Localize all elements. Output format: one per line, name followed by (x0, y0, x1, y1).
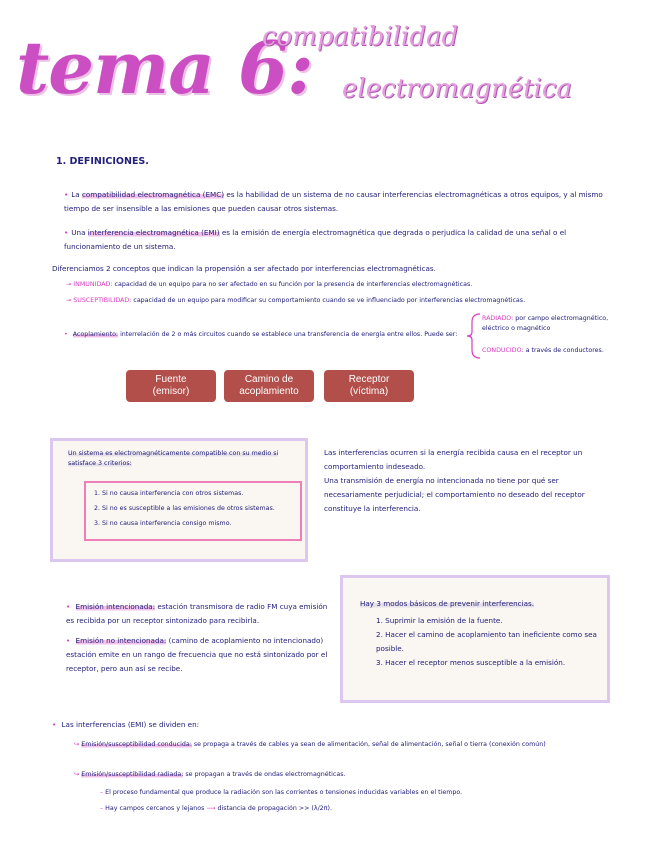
section-heading-text: 1. DEFINICIONES. (56, 156, 149, 167)
receptor-sublabel: (víctima) (349, 386, 389, 397)
criteria-item: 1. Si no causa interferencia con otros sistemas. (94, 490, 244, 497)
conducida-item (74, 738, 620, 751)
susceptibilidad-item (66, 296, 616, 306)
bullet: • (64, 228, 69, 237)
emision-int-term: Emisión intencionada: (75, 602, 156, 611)
emision-int-text: estación transmisora de radio FM cuya emisión es recibida por un receptor sintonizado para recibirla. (66, 602, 328, 625)
curved-arrow-icon: ↪ (74, 741, 80, 748)
receptor-label: Receptor (348, 374, 390, 385)
emision-intencionada (66, 600, 336, 628)
methods-item: 2. Hacer el camino de acoplamiento tan ineficiente como sea posible. (376, 630, 597, 653)
radiado-item (482, 314, 612, 334)
emi-definition: • Una interferencia electromagnética (EMI) es la emisión de energía electromagnética que degrada o perjudica la calidad de una señal o el funcionamiento de un sistema. (64, 228, 567, 251)
susceptibilidad-term: SUSCEPTIBILIDAD: (73, 297, 132, 304)
arrow-icon: → (66, 297, 72, 304)
radiada-text: se propagan a través de ondas electromagnéticas. (185, 771, 346, 778)
criteria-intro (68, 449, 296, 469)
dash-icon: – (100, 805, 104, 812)
inmunidad-text: capacidad de un equipo para no ser afectado en su función por la presencia de interferencias electromagnéticas. (114, 281, 473, 288)
emision-no-intencionada (66, 634, 336, 676)
bullet: • (64, 331, 68, 338)
bullet: • (66, 602, 71, 611)
dash-icon: – (100, 789, 104, 796)
criteria-intro-text: Un sistema es electromagnéticamente compatible con su medio si satisface 3 criterios: (68, 450, 279, 467)
long-arrow-icon: ⟶ (206, 805, 216, 812)
interference-explanation (324, 446, 614, 516)
emc-term: compatibilidad electromagnética (EMC) (81, 190, 225, 199)
methods-intro-text: Hay 3 modos básicos de prevenir interferencias. (360, 599, 535, 608)
camino-sublabel: acoplamiento (239, 386, 299, 397)
page-subtitle-line1: compatibilidad (262, 22, 459, 52)
bullet: • (64, 190, 69, 199)
conducida-text: se propaga a través de cables ya sean de alimentación, señal de alimentación, señal o tierra (conexión común) (193, 741, 546, 748)
interference-line2: Una transmisión de energía no intencionada no tiene por qué ser necesariamente perjudicial; el comportamiento no deseado del receptor constituye la interferencia. (324, 476, 585, 513)
section-heading (56, 156, 149, 167)
conducido-text: a través de conductores. (525, 347, 604, 354)
brace-icon (466, 312, 482, 360)
conducido-term: CONDUCIDO: (482, 347, 524, 354)
radiado-text: por campo electromagnético, eléctrico o magnético (482, 315, 609, 332)
acoplamiento-item (64, 330, 474, 340)
emi-term: interferencia electromagnética (EMI) (87, 228, 220, 237)
emi-division-intro (52, 718, 612, 732)
emc-definition: • La compatibilidad electromagnética (EMC) es la habilidad de un sistema de no causar interferencias electromagnéticas a otros equipos, y al mismo tiempo de ser insensible a las emisiones que pueden causar otros sistemas. (64, 190, 603, 213)
methods-intro (360, 597, 600, 611)
emi-text: es la emisión de energía electromagnética que degrada o perjudica la calidad de una señal o el funcionamiento de un sistema. (64, 228, 567, 251)
diff-intro: Diferenciamos 2 conceptos que indican la propensión a ser afectado por interferencias electromagnéticas. (52, 264, 436, 273)
fuente-label: Fuente (155, 374, 187, 385)
criteria-item: 3. Si no causa interferencia consigo mismo. (94, 520, 232, 527)
page-subtitle-line2: electromagnética (342, 74, 572, 104)
inmunidad-item (66, 280, 616, 290)
criteria-list (94, 486, 294, 531)
radiada-sub2 (100, 804, 620, 814)
page-title: tema 6: (16, 25, 313, 110)
radiada-sub1 (100, 788, 620, 798)
emision-noint-text: (camino de acoplamiento no intencionado) estación emite en un rango de frecuencia que no está sintonizado por el receptor, pero aun así se recibe. (66, 636, 328, 673)
criteria-item: 2. Si no es susceptible a las emisiones de otros sistemas. (94, 505, 275, 512)
emc-text: es la habilidad de un sistema de no causar interferencias electromagnéticas a otros equipos, y al mismo tiempo de ser insensible a las emisiones que pueden causar otros sistemas. (64, 190, 603, 213)
acoplamiento-term: Acoplamiento: (72, 331, 119, 338)
conducida-term: Emisión/susceptibilidad conducida: (81, 741, 192, 748)
fuente-sublabel: (emisor) (152, 386, 190, 397)
receptor-box (324, 370, 414, 402)
radiada-sub2-text-a: Hay campos cercanos y lejanos (105, 805, 205, 812)
bullet: • (52, 720, 57, 729)
methods-list (376, 614, 600, 670)
radiada-term: Emisión/susceptibilidad radiada: (81, 771, 184, 778)
camino-box (224, 370, 314, 402)
susceptibilidad-text: capacidad de un equipo para modificar su comportamiento cuando se ve influenciado por interferencias electromagnéticas. (133, 297, 526, 304)
emision-noint-term: Emisión no intencionada: (75, 636, 167, 645)
emi-division-text: Las interferencias (EMI) se dividen en: (61, 720, 200, 729)
curved-arrow-icon: ↪ (74, 771, 80, 778)
radiada-sub1-text: El proceso fundamental que produce la radiación son las corrientes o tensiones inducidas variables en el tiempo. (105, 789, 463, 796)
interference-line1: Las interferencias ocurren si la energía recibida causa en el receptor un comportamiento indeseado. (324, 448, 583, 471)
inmunidad-term: INMUNIDAD: (73, 281, 113, 288)
radiada-item (74, 770, 620, 780)
bullet: • (66, 636, 71, 645)
radiado-term: RADIADO: (482, 315, 514, 322)
methods-item: 1. Suprimir la emisión de la fuente. (376, 616, 503, 625)
radiada-sub2-text-b: distancia de propagación >> (λ/2π). (217, 805, 332, 812)
methods-item: 3. Hacer el receptor menos susceptible a la emisión. (376, 658, 566, 667)
conducido-item (482, 346, 612, 356)
camino-label: Camino de (244, 374, 294, 385)
fuente-box (126, 370, 216, 402)
arrow-icon: → (66, 281, 72, 288)
acoplamiento-text: interrelación de 2 o más circuitos cuando se establece una transferencia de energía entre ellos. Puede ser: (120, 331, 458, 338)
